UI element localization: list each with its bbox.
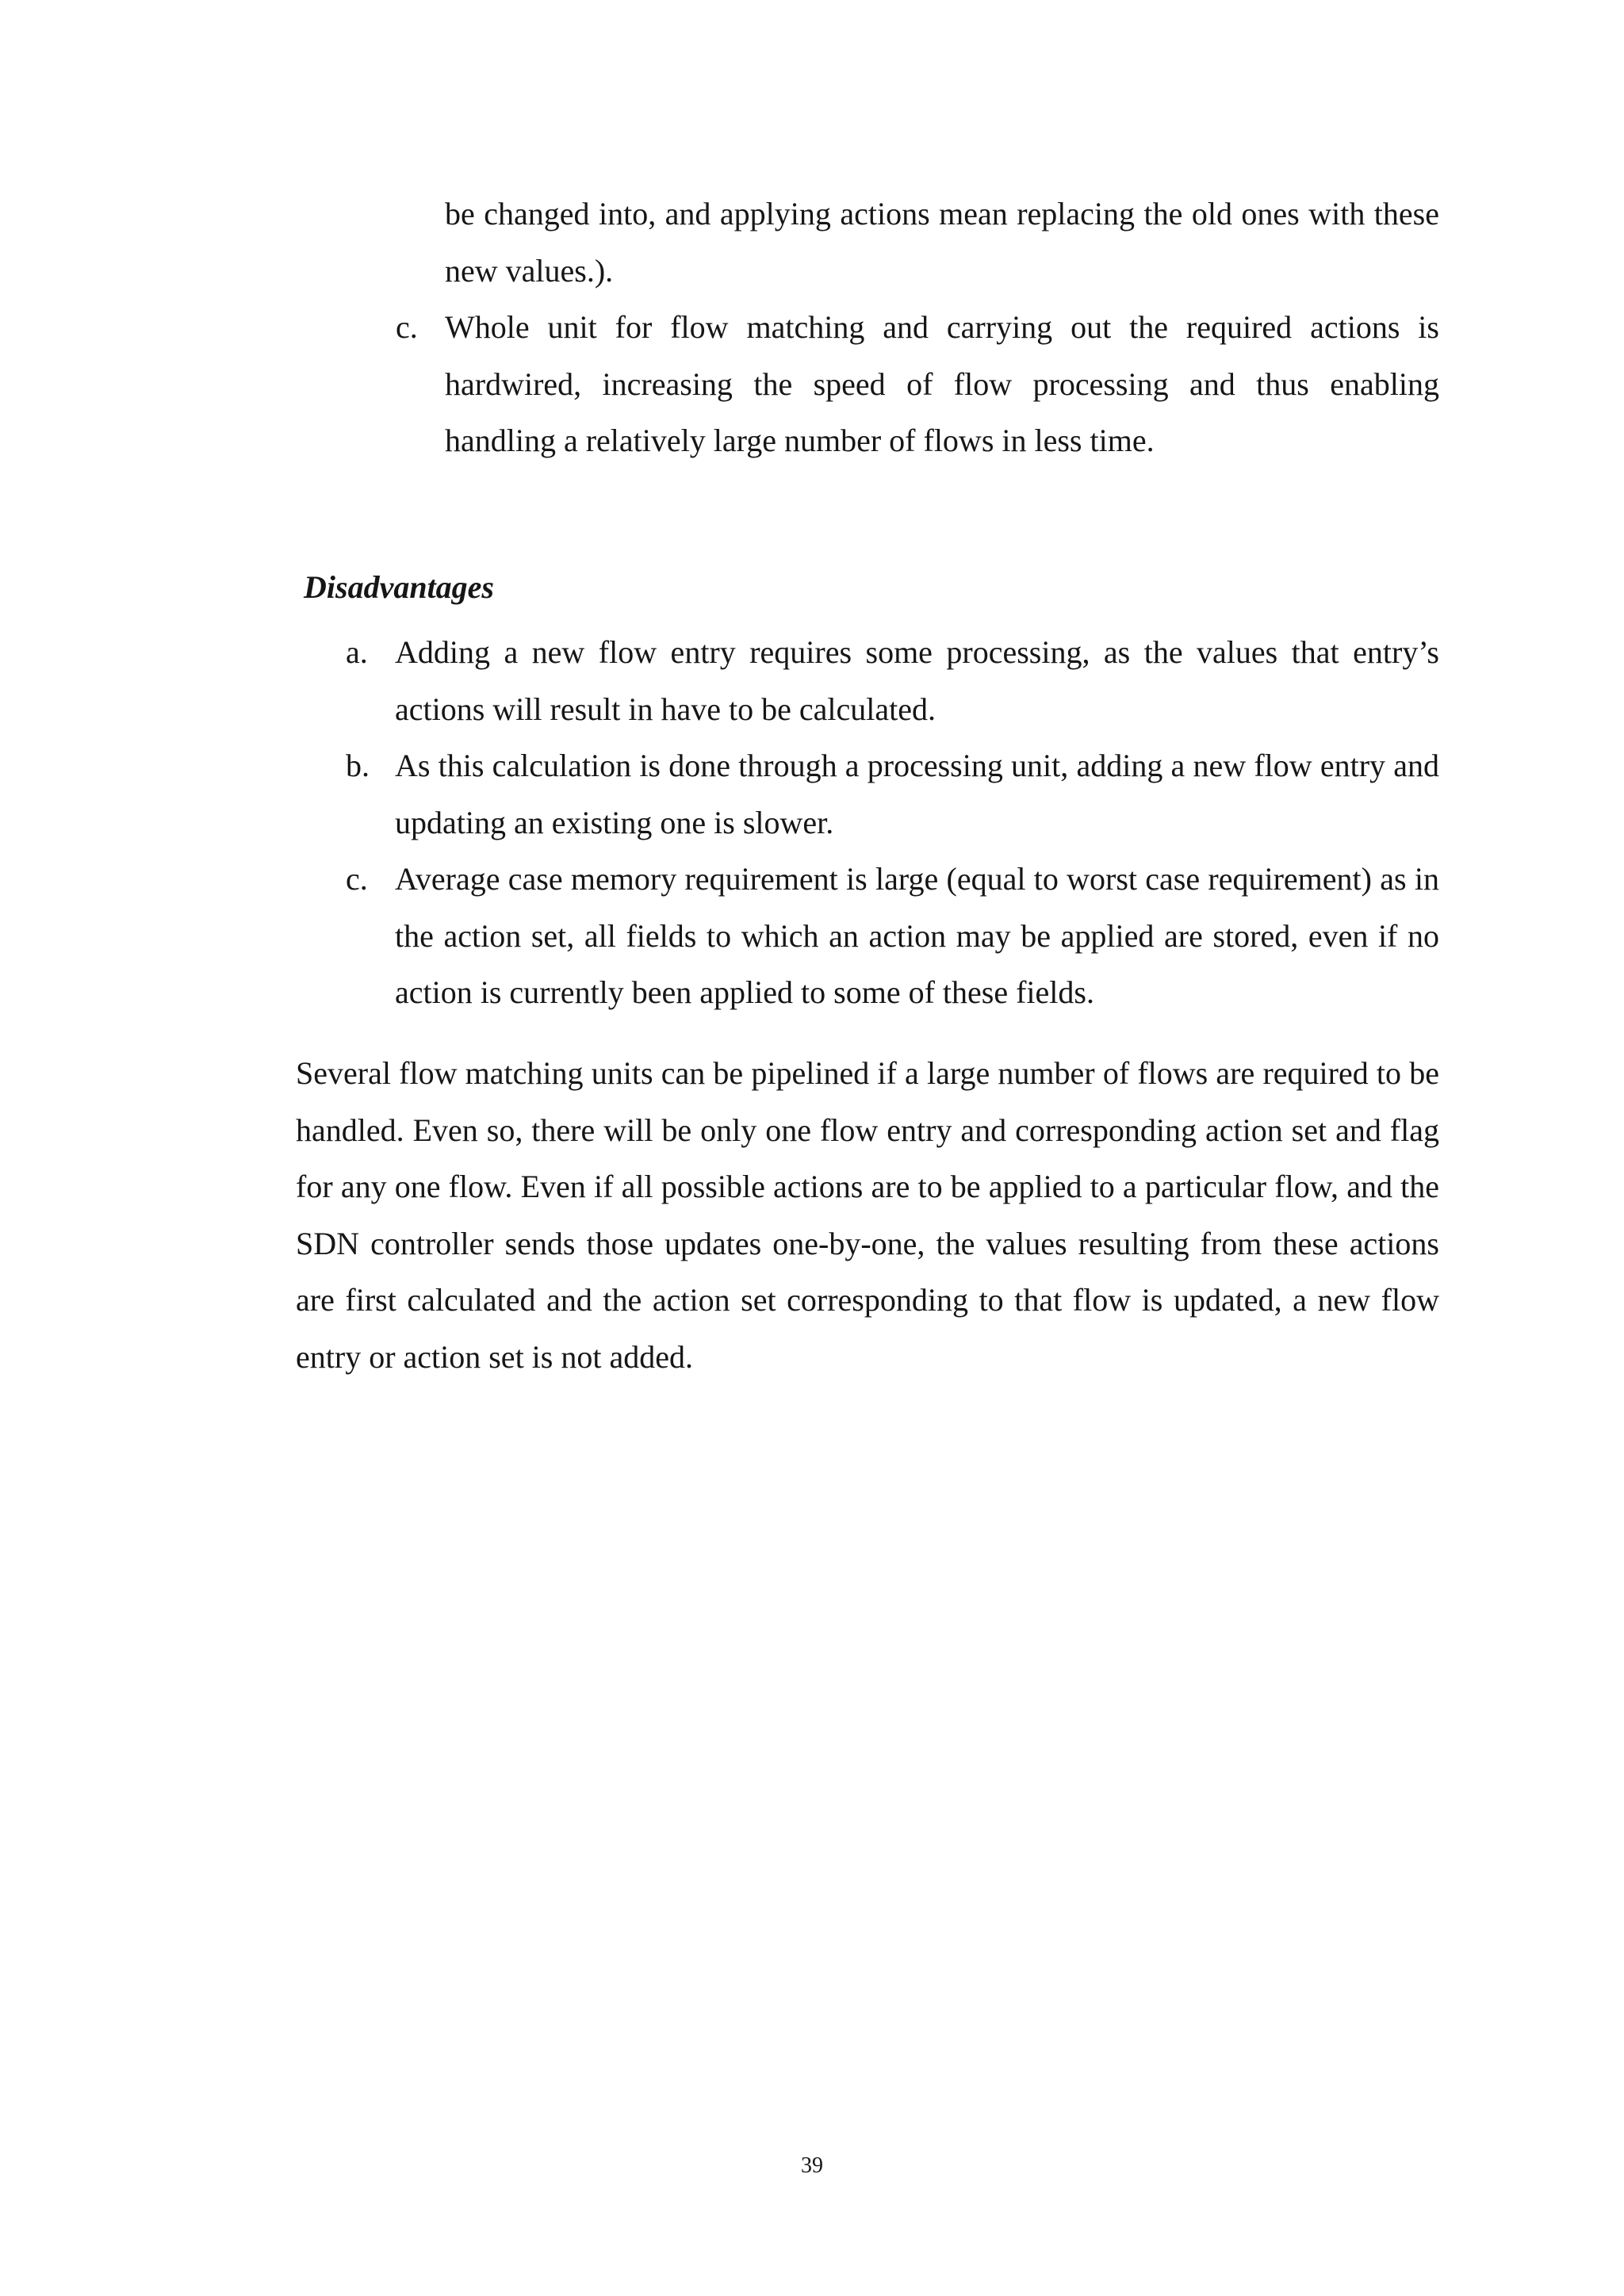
list-item: [346, 624, 1439, 737]
list-item-text: As this calculation is done through a processing unit, adding a new flow entry and updating an existing one is slower.: [395, 748, 1439, 840]
body-paragraph: Several flow matching units can be pipelined if a large number of flows are required to be handled. Even so, there will be only one flow entry and corresponding action set and flag for any one flow. Even if all possible actions are to be applied to a particular flow, and the SDN controller sends those updates one-by-one, the values resulting from these actions are first calculated and the action set corresponding to that flow is updated, a new flow entry or action set is not added.: [296, 1055, 1439, 1375]
list-item-text: Whole unit for flow matching and carrying out the required actions is hardwired, increasing the speed of flow processing and thus enabling handling a relatively large number of flows in less time.: [445, 309, 1439, 458]
list-marker: b.: [346, 748, 370, 783]
continuation-text: be changed into, and applying actions mean replacing the old ones with these new values.).: [445, 196, 1439, 289]
advantages-list: [396, 299, 1439, 469]
list-marker: c.: [346, 861, 368, 897]
disadvantages-list: [346, 624, 1439, 1021]
list-item: [346, 737, 1439, 851]
list-item: [396, 299, 1439, 469]
list-item: [346, 851, 1439, 1021]
list-item-text: Adding a new flow entry requires some processing, as the values that entry’s actions will result in have to be calculated.: [395, 634, 1439, 727]
page-number: 39: [801, 2153, 823, 2178]
section-heading-disadvantages: Disadvantages: [304, 569, 494, 605]
list-marker: c.: [396, 309, 418, 345]
list-marker: a.: [346, 634, 368, 670]
list-item-text: Average case memory requirement is large (equal to worst case requirement) as in the action set, all fields to which an action may be applied are stored, even if no action is currently been applied to some of these fields.: [395, 861, 1439, 1010]
